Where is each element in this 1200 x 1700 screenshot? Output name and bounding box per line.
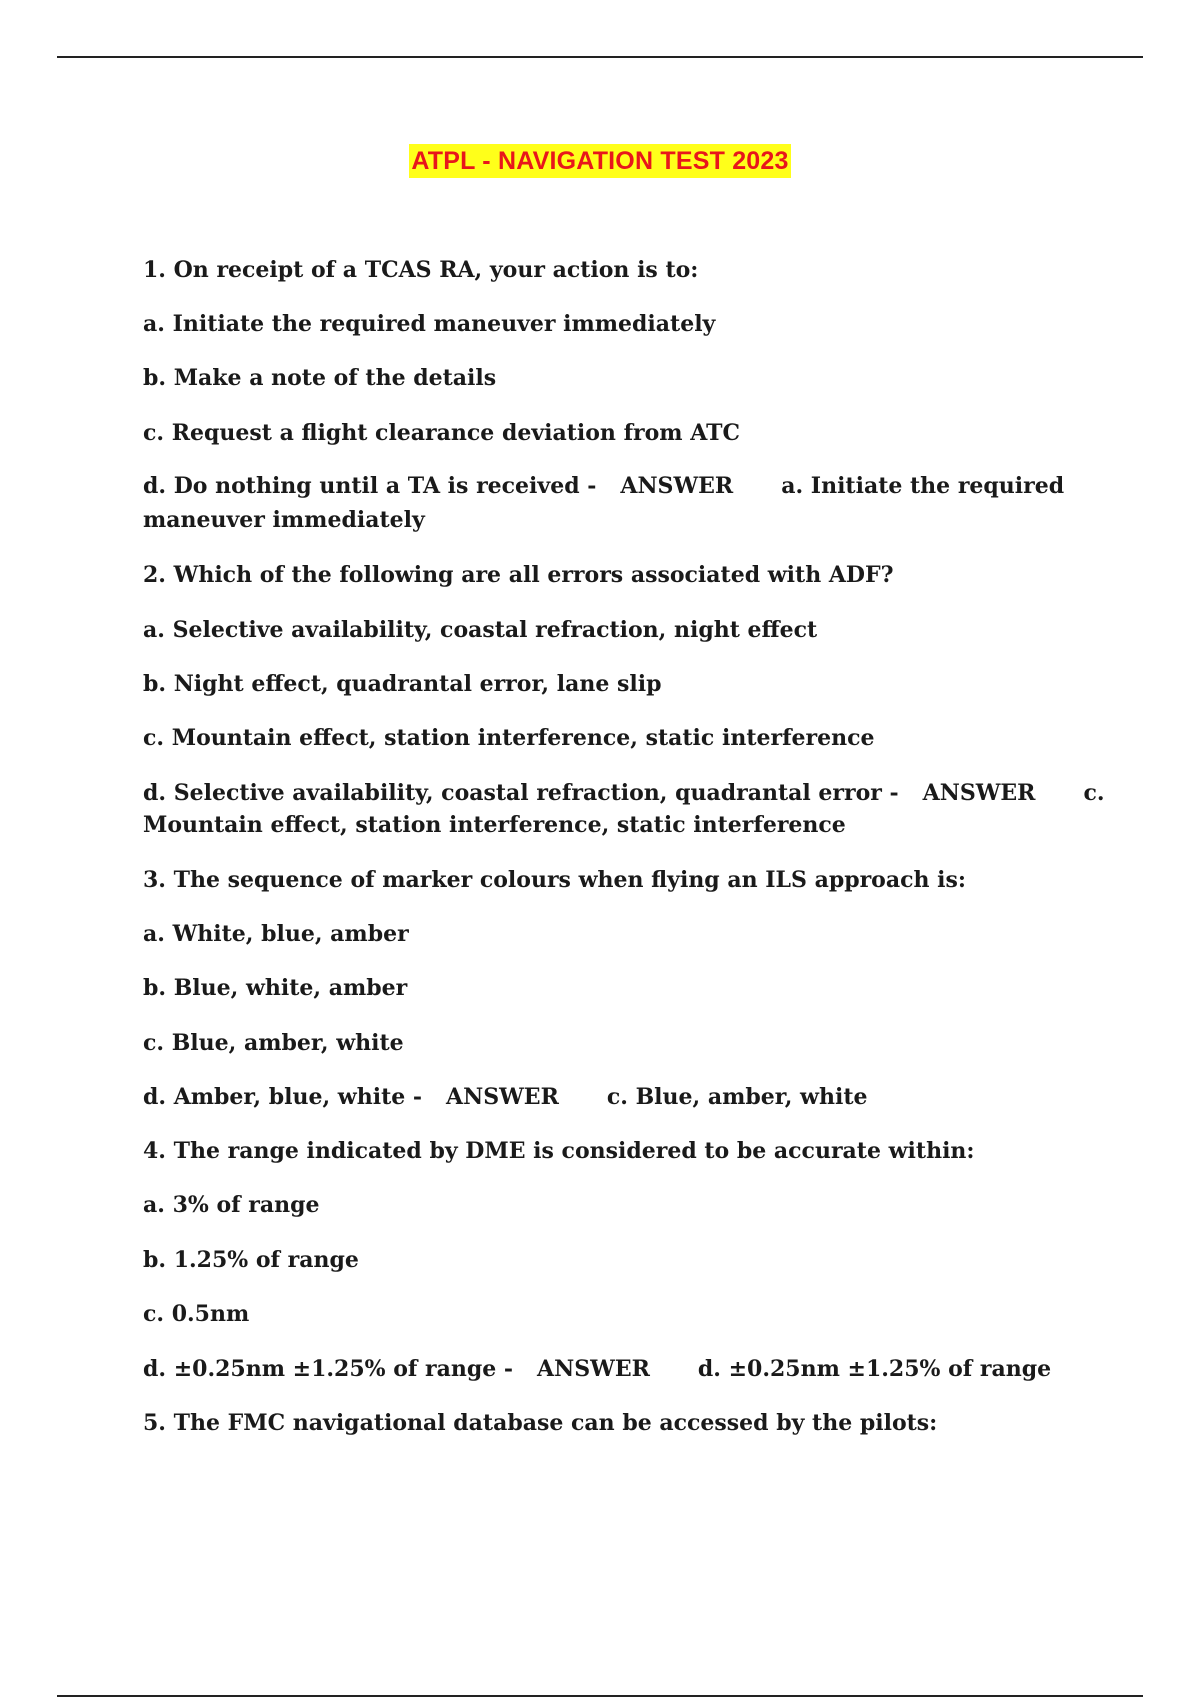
question-3-option-d: d. Amber, blue, white - [143, 1084, 423, 1110]
question-1-option-b: b. Make a note of the details [143, 365, 497, 391]
question-4-option-a: a. 3% of range [143, 1192, 320, 1218]
question-1-option-a: a. Initiate the required maneuver immediately [143, 311, 716, 337]
question-1-text: 1. On receipt of a TCAS RA, your action is to: [143, 257, 699, 283]
question-3-option-c: c. Blue, amber, white [143, 1030, 404, 1056]
question-5-text: 5. The FMC navigational database can be accessed by the pilots: [143, 1410, 938, 1436]
title-container [0, 144, 1200, 178]
question-2-option-a: a. Selective availability, coastal refraction, night effect [143, 617, 818, 643]
question-2-option-d-row [143, 777, 1103, 810]
question-1-option-d: d. Do nothing until a TA is received - [143, 473, 597, 499]
top-rule [57, 56, 1143, 58]
question-3-option-b: b. Blue, white, amber [143, 975, 408, 1001]
question-4-text: 4. The range indicated by DME is considered to be accurate within: [143, 1138, 975, 1164]
question-2-option-d: d. Selective availability, coastal refraction, quadrantal error - [143, 780, 899, 806]
question-1-option-c: c. Request a flight clearance deviation from ATC [143, 420, 740, 446]
bottom-rule [57, 1695, 1143, 1697]
answer-label: ANSWER [620, 473, 734, 499]
question-1-option-d-row [143, 470, 1103, 503]
question-4-option-d-row [143, 1353, 1103, 1386]
question-4-answer: d. ±0.25nm ±1.25% of range [697, 1356, 1052, 1382]
question-3-text: 3. The sequence of marker colours when flying an ILS approach is: [143, 867, 967, 893]
page-title: ATPL - NAVIGATION TEST 2023 [409, 144, 790, 178]
question-1-answer: a. Initiate the required [781, 473, 1065, 499]
question-2-answer-continued: Mountain effect, station interference, static interference [143, 812, 846, 838]
answer-label: ANSWER [537, 1356, 650, 1382]
question-2-option-b: b. Night effect, quadrantal error, lane slip [143, 671, 662, 697]
question-4-option-b: b. 1.25% of range [143, 1247, 359, 1273]
question-3-option-d-row [143, 1081, 1103, 1114]
question-3-option-a: a. White, blue, amber [143, 921, 409, 947]
question-4-option-c: c. 0.5nm [143, 1301, 250, 1327]
question-2-option-c: c. Mountain effect, station interference, static interference [143, 725, 875, 751]
question-1-answer-continued: maneuver immediately [143, 507, 425, 533]
question-2-answer: c. [1083, 780, 1105, 806]
answer-label: ANSWER [922, 780, 1036, 806]
question-3-answer: c. Blue, amber, white [606, 1084, 868, 1110]
question-2-text: 2. Which of the following are all errors associated with ADF? [143, 562, 894, 588]
question-4-option-d: d. ±0.25nm ±1.25% of range - [143, 1356, 514, 1382]
answer-label: ANSWER [446, 1084, 559, 1110]
